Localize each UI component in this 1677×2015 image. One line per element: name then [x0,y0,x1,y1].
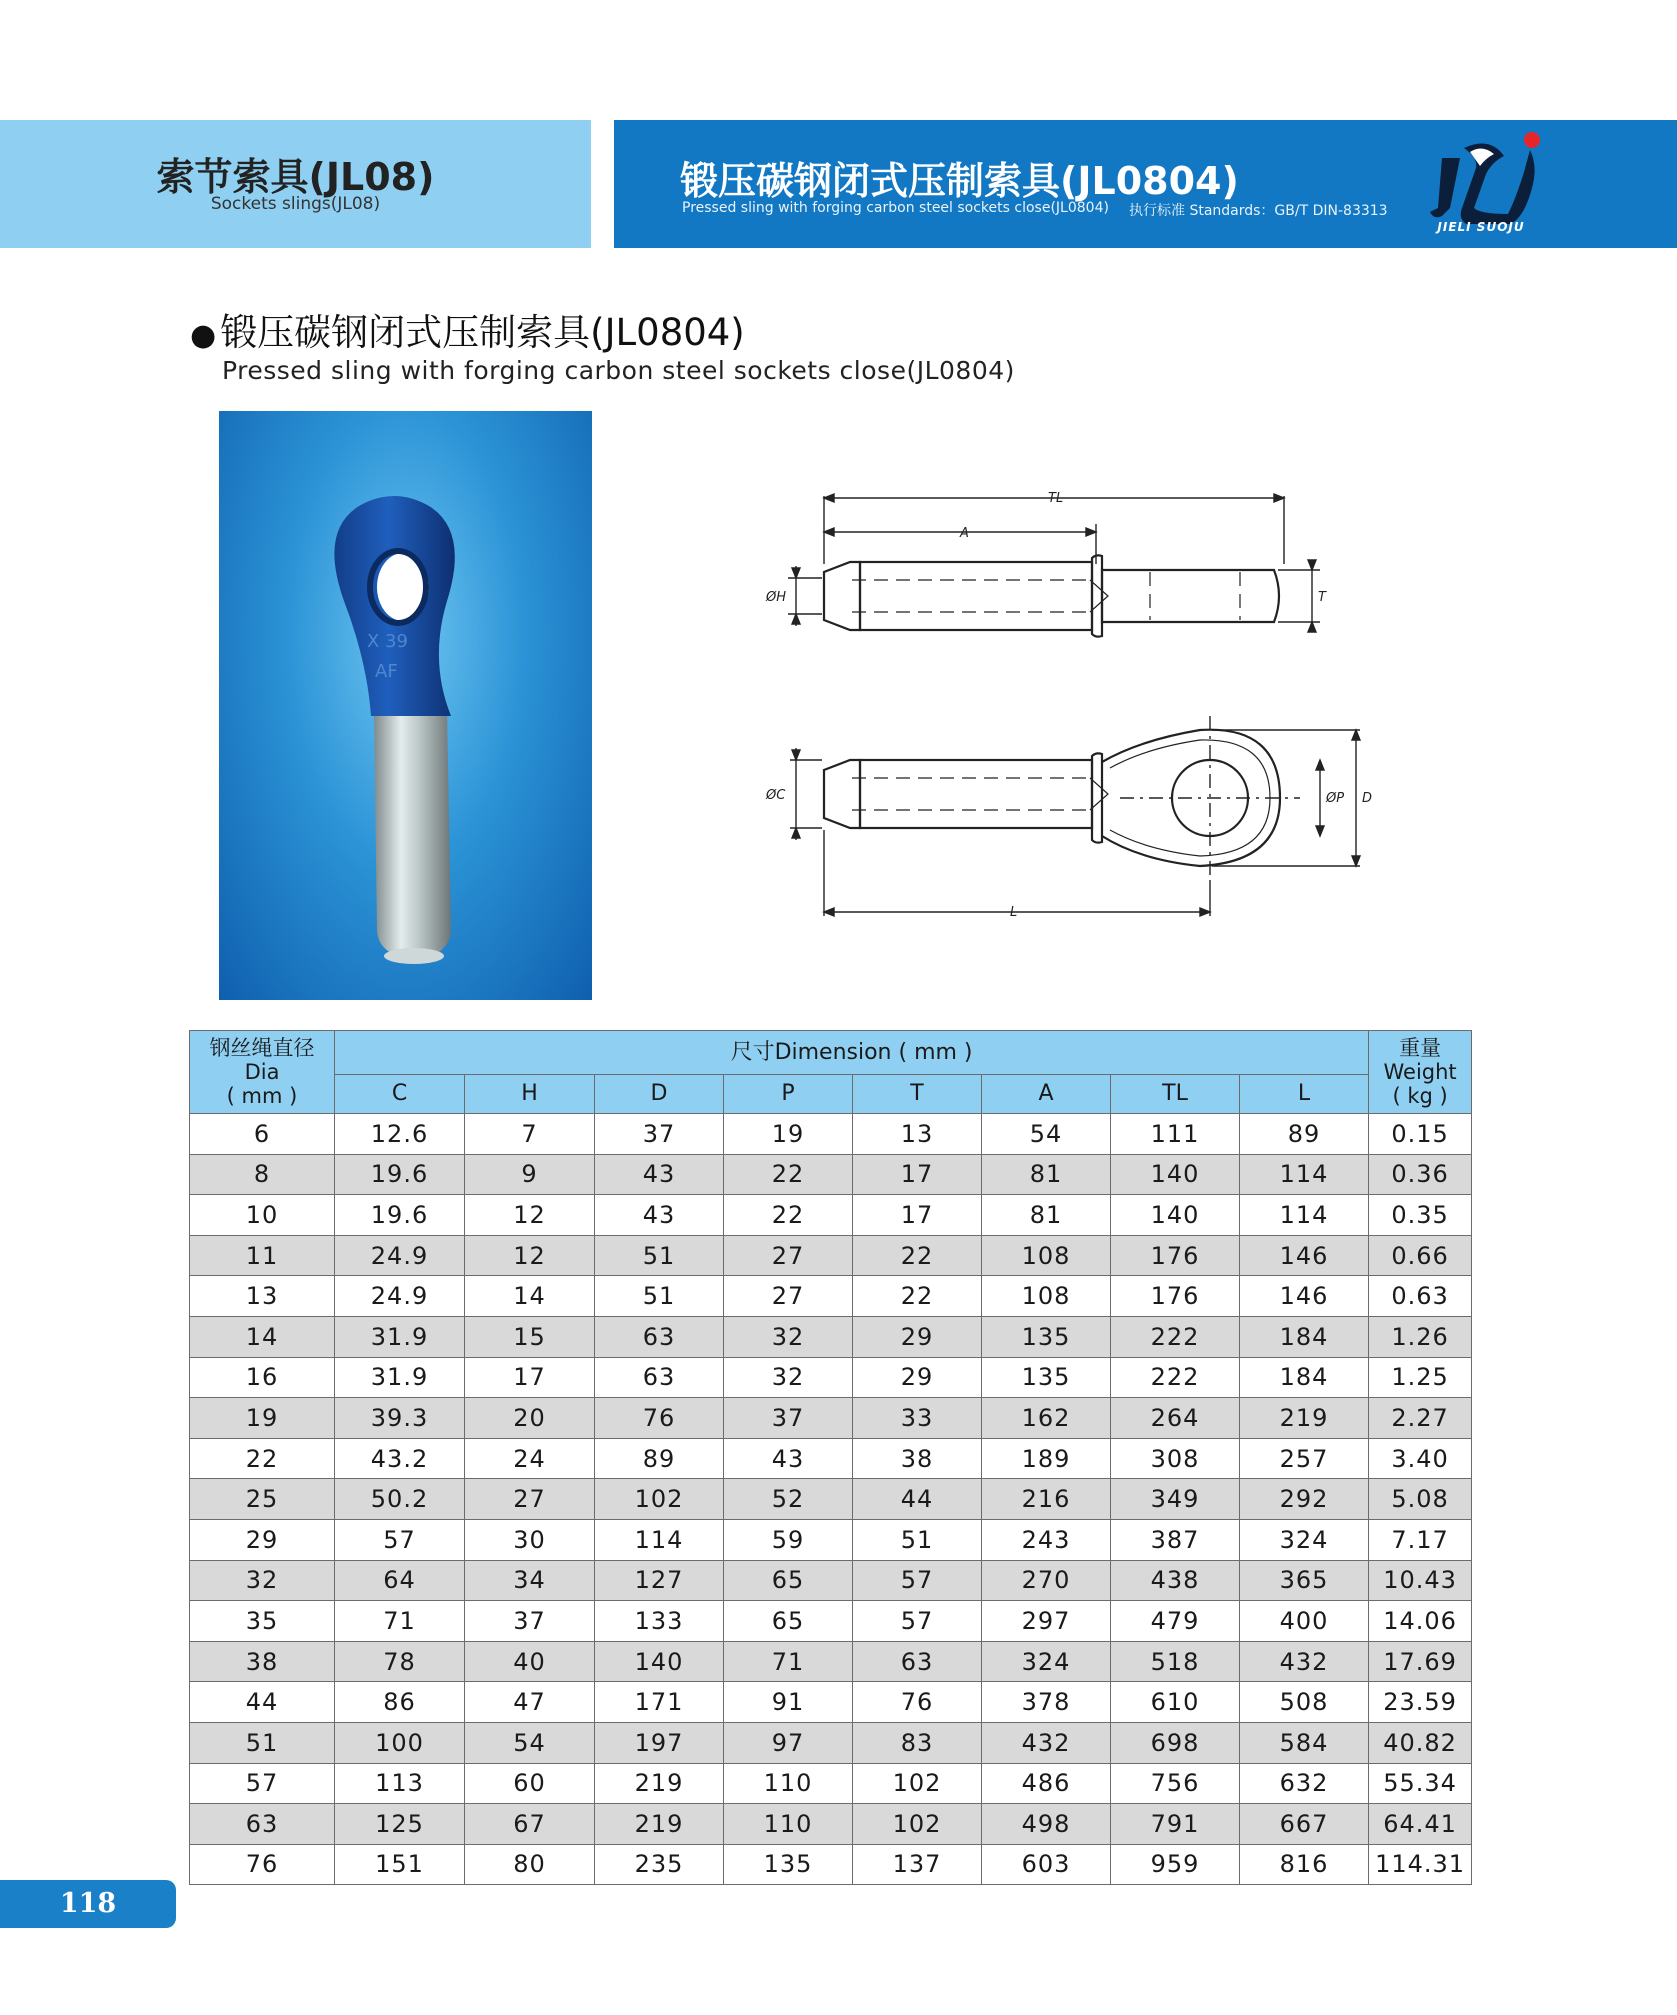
table-cell: 51 [595,1276,724,1317]
table-cell: 140 [595,1641,724,1682]
table-cell: 222 [1111,1357,1240,1398]
table-cell: 108 [982,1276,1111,1317]
table-cell: 35 [190,1601,335,1642]
table-cell: 0.15 [1369,1114,1472,1155]
logo-text: JIELI SUOJU [1437,220,1525,234]
table-cell: 114 [595,1519,724,1560]
dim-label-t: T [1318,590,1326,605]
table-cell: 1.26 [1369,1316,1472,1357]
table-cell: 102 [853,1804,982,1845]
table-cell: 51 [595,1235,724,1276]
table-cell: 65 [724,1601,853,1642]
table-cell: 14 [190,1316,335,1357]
table-cell: 29 [853,1316,982,1357]
table-cell: 37 [724,1398,853,1439]
table-cell: 125 [335,1804,465,1845]
table-cell: 47 [465,1682,595,1723]
table-cell: 40.82 [1369,1722,1472,1763]
table-cell: 508 [1240,1682,1369,1723]
table-cell: 189 [982,1438,1111,1479]
table-cell: 0.36 [1369,1154,1472,1195]
table-cell: 498 [982,1804,1111,1845]
table-row [190,1601,1472,1642]
table-cell: 108 [982,1235,1111,1276]
table-cell: 23.59 [1369,1682,1472,1723]
table-cell: 54 [465,1722,595,1763]
table-cell: 40 [465,1641,595,1682]
table-cell: 57 [853,1560,982,1601]
table-cell: 162 [982,1398,1111,1439]
table-cell: 59 [724,1519,853,1560]
table-cell: 15 [465,1316,595,1357]
table-body [190,1114,1472,1885]
table-cell: 43 [595,1154,724,1195]
dia-header [190,1031,335,1114]
product-title: 锻压碳钢闭式压制索具(JL0804) [680,159,1239,203]
table-cell: 12 [465,1235,595,1276]
table-cell: 219 [1240,1398,1369,1439]
table-cell: 110 [724,1763,853,1804]
table-cell: 184 [1240,1357,1369,1398]
table-cell: 102 [595,1479,724,1520]
table-cell: 308 [1111,1438,1240,1479]
table-row [190,1560,1472,1601]
table-cell: 17.69 [1369,1641,1472,1682]
table-cell: 25 [190,1479,335,1520]
specification-table [189,1030,1472,1885]
dim-label-p: ØP [1326,791,1345,806]
table-cell: 197 [595,1722,724,1763]
table-cell: 151 [335,1844,465,1885]
dim-label-d: D [1362,791,1373,806]
table-cell: 486 [982,1763,1111,1804]
table-cell: 176 [1111,1235,1240,1276]
table-cell: 10.43 [1369,1560,1472,1601]
table-cell: 22 [853,1235,982,1276]
table-cell: 37 [465,1601,595,1642]
table-cell: 12 [465,1195,595,1236]
table-cell: 20 [465,1398,595,1439]
table-cell: 110 [724,1804,853,1845]
table-cell: 222 [1111,1316,1240,1357]
table-cell: 78 [335,1641,465,1682]
table-cell: 518 [1111,1641,1240,1682]
table-cell: 83 [853,1722,982,1763]
table-cell: 127 [595,1560,724,1601]
table-cell: 816 [1240,1844,1369,1885]
table-cell: 140 [1111,1154,1240,1195]
table-cell: 3.40 [1369,1438,1472,1479]
table-cell: 30 [465,1519,595,1560]
table-cell: 257 [1240,1438,1369,1479]
bullet-icon: ● [190,318,217,353]
table-cell: 43.2 [335,1438,465,1479]
table-cell: 0.35 [1369,1195,1472,1236]
table-cell: 176 [1111,1276,1240,1317]
table-cell: 14.06 [1369,1601,1472,1642]
table-cell: 698 [1111,1722,1240,1763]
table-row [190,1844,1472,1885]
dim-label-a: A [960,526,969,541]
product-subtitle: Pressed sling with forging carbon steel sockets close(JL0804) [682,200,1109,216]
table-cell: 11 [190,1235,335,1276]
table-row [190,1195,1472,1236]
table-cell: 959 [1111,1844,1240,1885]
table-cell: 44 [190,1682,335,1723]
table-row [190,1479,1472,1520]
table-row [190,1114,1472,1155]
table-cell: 8 [190,1154,335,1195]
table-row [190,1276,1472,1317]
table-row [190,1357,1472,1398]
table-cell: 297 [982,1601,1111,1642]
table-cell: 292 [1240,1479,1369,1520]
table-cell: 22 [724,1154,853,1195]
table-cell: 19 [724,1114,853,1155]
table-cell: 140 [1111,1195,1240,1236]
table-cell: 63 [595,1316,724,1357]
table-cell: 32 [724,1357,853,1398]
table-row [190,1519,1472,1560]
table-cell: 432 [982,1722,1111,1763]
table-cell: 60 [465,1763,595,1804]
table-row [190,1438,1472,1479]
table-cell: 81 [982,1195,1111,1236]
table-cell: 81 [982,1154,1111,1195]
weight-header-en: Weight [1383,1060,1457,1084]
table-cell: 14 [465,1276,595,1317]
table-cell: 29 [190,1519,335,1560]
table-cell: 13 [853,1114,982,1155]
table-cell: 133 [595,1601,724,1642]
table-cell: 114 [1240,1154,1369,1195]
table-cell: 113 [335,1763,465,1804]
dimension-header: 尺寸Dimension ( mm ) [335,1031,1369,1075]
table-cell: 387 [1111,1519,1240,1560]
table-row [190,1763,1472,1804]
table-row [190,1722,1472,1763]
table-cell: 38 [853,1438,982,1479]
category-subtitle: Sockets slings(JL08) [210,194,381,214]
table-cell: 34 [465,1560,595,1601]
dia-header-cn: 钢丝绳直径 [209,1036,315,1060]
table-cell: 171 [595,1682,724,1723]
table-cell: 324 [982,1641,1111,1682]
table-row [190,1154,1472,1195]
table-cell: 64.41 [1369,1804,1472,1845]
table-cell: 22 [853,1276,982,1317]
table-cell: 324 [1240,1519,1369,1560]
table-row [190,1398,1472,1439]
table-cell: 55.34 [1369,1763,1472,1804]
table-row [190,1316,1472,1357]
table-cell: 632 [1240,1763,1369,1804]
table-cell: 19 [190,1398,335,1439]
column-header: C [335,1075,465,1114]
photo-marking-2: AF [375,661,398,682]
section-subtitle: Pressed sling with forging carbon steel sockets close(JL0804) [222,356,1015,385]
table-cell: 7.17 [1369,1519,1472,1560]
table-cell: 135 [982,1316,1111,1357]
table-cell: 27 [724,1276,853,1317]
table-cell: 27 [724,1235,853,1276]
table-cell: 0.63 [1369,1276,1472,1317]
table-cell: 432 [1240,1641,1369,1682]
table-cell: 89 [1240,1114,1369,1155]
dim-label-h: ØH [766,590,787,605]
table-cell: 31.9 [335,1357,465,1398]
table-cell: 102 [853,1763,982,1804]
page-number: 118 [0,1880,176,1928]
dim-label-l: L [1010,905,1018,920]
table-cell: 24 [465,1438,595,1479]
table-cell: 219 [595,1763,724,1804]
table-row [190,1682,1472,1723]
table-cell: 13 [190,1276,335,1317]
table-cell: 54 [982,1114,1111,1155]
technical-drawing [760,480,1380,930]
product-photo [219,411,592,1000]
table-row [190,1235,1472,1276]
table-cell: 0.66 [1369,1235,1472,1276]
socket-illustration-icon [219,411,592,1000]
table-cell: 756 [1111,1763,1240,1804]
section-title [190,302,745,356]
table-cell: 39.3 [335,1398,465,1439]
product-header [614,120,1677,248]
table-cell: 24.9 [335,1235,465,1276]
column-header: L [1240,1075,1369,1114]
table-cell: 216 [982,1479,1111,1520]
photo-marking-1: X 39 [367,631,408,652]
table-cell: 67 [465,1804,595,1845]
category-title: 索节索具(JL08) [156,155,435,199]
table-cell: 603 [982,1844,1111,1885]
table-cell: 19.6 [335,1154,465,1195]
table-cell: 17 [465,1357,595,1398]
table-cell: 378 [982,1682,1111,1723]
table-cell: 17 [853,1195,982,1236]
table-cell: 365 [1240,1560,1369,1601]
table-cell: 17 [853,1154,982,1195]
table-cell: 111 [1111,1114,1240,1155]
table-cell: 80 [465,1844,595,1885]
table-cell: 135 [982,1357,1111,1398]
table-cell: 31.9 [335,1316,465,1357]
table-cell: 76 [853,1682,982,1723]
table-cell: 270 [982,1560,1111,1601]
dia-header-unit: ( mm ) [226,1084,298,1108]
table-cell: 57 [335,1519,465,1560]
section-title-text: 锻压碳钢闭式压制索具(JL0804) [220,311,745,354]
table-cell: 86 [335,1682,465,1723]
subheader-row [190,1075,1472,1114]
table-cell: 184 [1240,1316,1369,1357]
table-cell: 52 [724,1479,853,1520]
table-cell: 135 [724,1844,853,1885]
table-cell: 33 [853,1398,982,1439]
table-cell: 64 [335,1560,465,1601]
category-header [0,120,591,248]
table-cell: 10 [190,1195,335,1236]
dim-label-tl: TL [1048,491,1064,506]
column-header: D [595,1075,724,1114]
table-cell: 65 [724,1560,853,1601]
table-cell: 38 [190,1641,335,1682]
weight-header-unit: ( kg ) [1392,1084,1448,1108]
table-cell: 479 [1111,1601,1240,1642]
column-header: TL [1111,1075,1240,1114]
table-cell: 584 [1240,1722,1369,1763]
dim-label-c: ØC [766,788,786,803]
weight-header [1369,1031,1472,1114]
table-cell: 12.6 [335,1114,465,1155]
table-cell: 51 [190,1722,335,1763]
table-cell: 400 [1240,1601,1369,1642]
table-row [190,1641,1472,1682]
table-cell: 22 [190,1438,335,1479]
column-header: P [724,1075,853,1114]
table-cell: 1.25 [1369,1357,1472,1398]
column-header: T [853,1075,982,1114]
table-cell: 146 [1240,1276,1369,1317]
table-cell: 7 [465,1114,595,1155]
table-cell: 51 [853,1519,982,1560]
table-cell: 37 [595,1114,724,1155]
table-cell: 22 [724,1195,853,1236]
table-cell: 32 [190,1560,335,1601]
table-cell: 29 [853,1357,982,1398]
weight-header-cn: 重量 [1399,1036,1442,1060]
table-cell: 63 [190,1804,335,1845]
table-cell: 19.6 [335,1195,465,1236]
table-cell: 24.9 [335,1276,465,1317]
table-cell: 76 [190,1844,335,1885]
table-cell: 43 [724,1438,853,1479]
table-cell: 114.31 [1369,1844,1472,1885]
table-cell: 97 [724,1722,853,1763]
table-cell: 91 [724,1682,853,1723]
table-cell: 63 [595,1357,724,1398]
table-cell: 9 [465,1154,595,1195]
table-cell: 43 [595,1195,724,1236]
table-cell: 89 [595,1438,724,1479]
table-cell: 57 [190,1763,335,1804]
column-header: A [982,1075,1111,1114]
table-cell: 16 [190,1357,335,1398]
table-cell: 50.2 [335,1479,465,1520]
table-cell: 791 [1111,1804,1240,1845]
table-cell: 63 [853,1641,982,1682]
table-cell: 667 [1240,1804,1369,1845]
table-cell: 71 [724,1641,853,1682]
table-cell: 146 [1240,1235,1369,1276]
table-cell: 5.08 [1369,1479,1472,1520]
dia-header-en: Dia [244,1060,280,1084]
table-cell: 2.27 [1369,1398,1472,1439]
table-cell: 71 [335,1601,465,1642]
table-cell: 32 [724,1316,853,1357]
table-cell: 349 [1111,1479,1240,1520]
table-cell: 610 [1111,1682,1240,1723]
table-cell: 235 [595,1844,724,1885]
column-header: H [465,1075,595,1114]
table-cell: 27 [465,1479,595,1520]
table-cell: 243 [982,1519,1111,1560]
table-cell: 100 [335,1722,465,1763]
table-cell: 44 [853,1479,982,1520]
table-row [190,1804,1472,1845]
table-cell: 57 [853,1601,982,1642]
table-cell: 264 [1111,1398,1240,1439]
table-cell: 438 [1111,1560,1240,1601]
table-cell: 137 [853,1844,982,1885]
standards-text: 执行标准 Standards：GB/T DIN-83313 [1129,203,1388,219]
table-cell: 114 [1240,1195,1369,1236]
table-cell: 76 [595,1398,724,1439]
table-cell: 6 [190,1114,335,1155]
table-cell: 219 [595,1804,724,1845]
